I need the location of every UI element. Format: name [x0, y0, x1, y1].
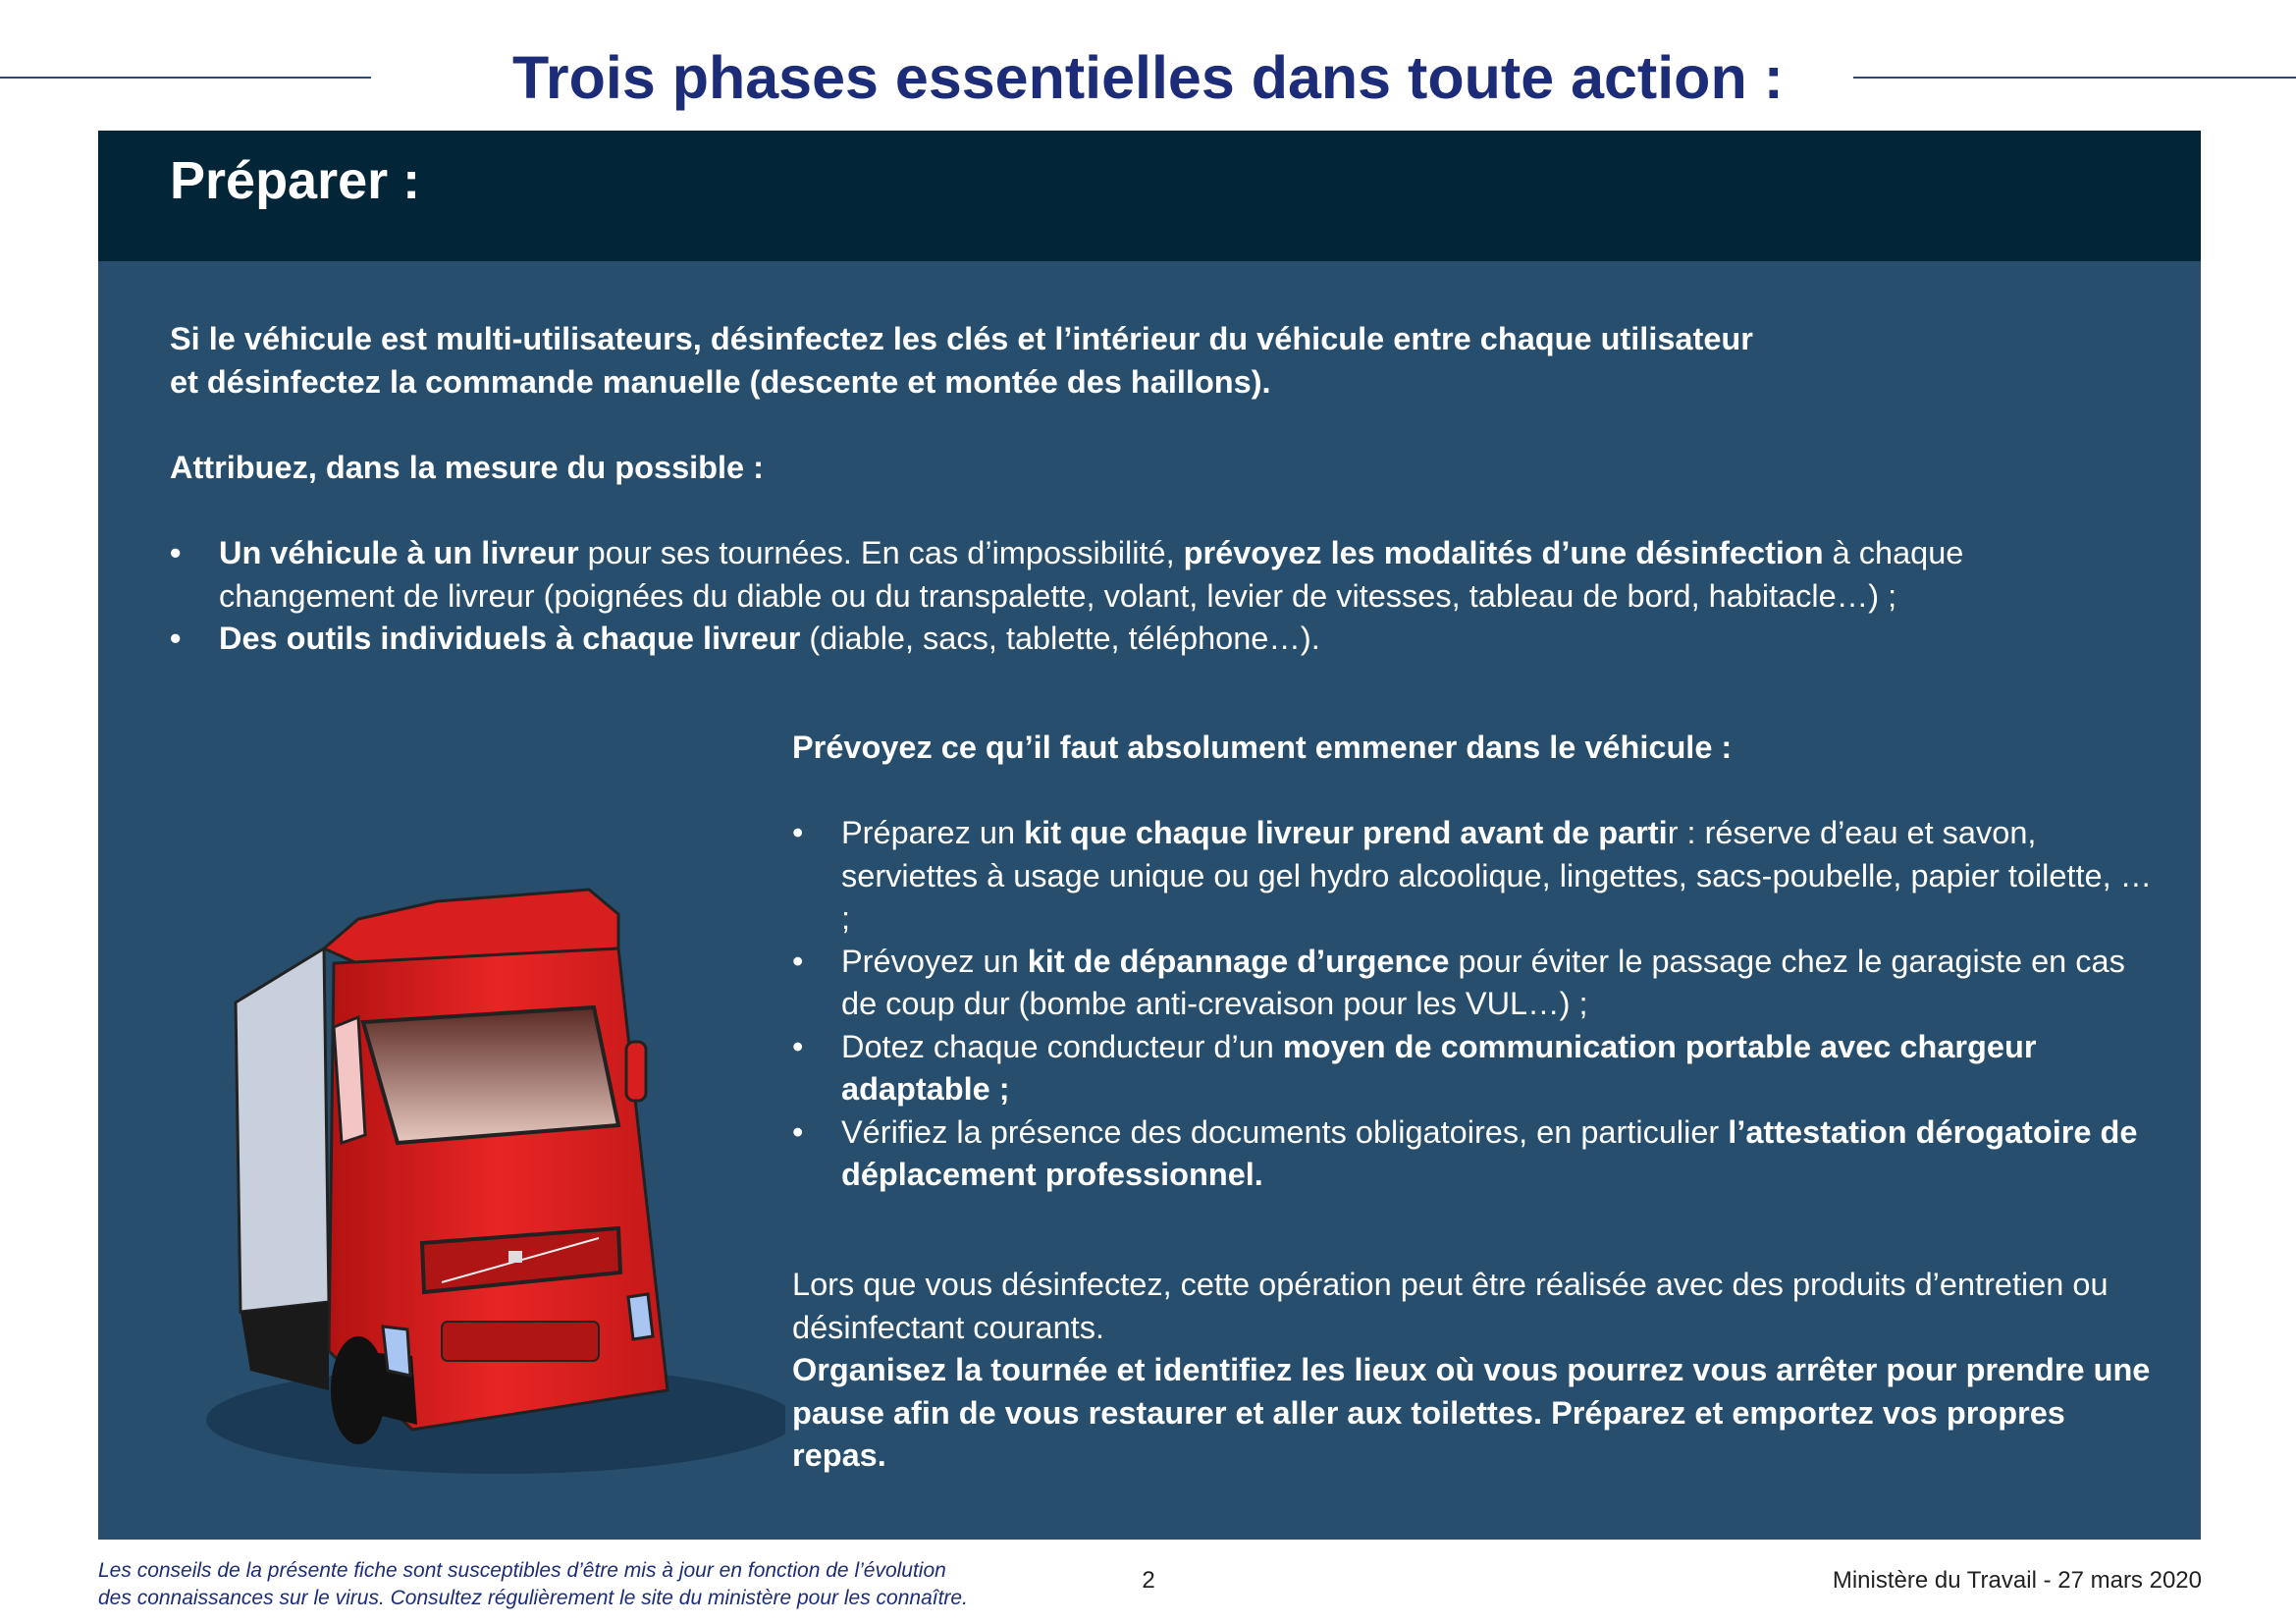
list-item [170, 618, 2113, 661]
content-panel [98, 261, 2201, 1540]
bullet-text: (diable, sacs, tablette, téléphone…). [800, 621, 1320, 656]
bullet-marker: • [170, 535, 182, 570]
list-item [792, 1111, 2166, 1197]
red-truck-icon [157, 840, 785, 1479]
bullet-text: Vérifiez la présence des documents obligatoires, en particulier [841, 1113, 1729, 1150]
list-item [792, 1026, 2166, 1111]
bullet-text: pour ses tournées. En cas d’impossibilité, [578, 535, 1184, 570]
footer-source: Ministère du Travail - 27 mars 2020 [1832, 1567, 2202, 1594]
bullet-text: pour éviter le passage chez le garagiste en cas de coup dur (bombe anti-crevaison pour les VUL…) ; [841, 943, 2125, 1021]
intro-line-2: et désinfectez la commande manuelle (descente et montée des haillons). [170, 363, 1271, 400]
bullet-marker: • [792, 943, 804, 979]
bullet-marker: • [792, 815, 804, 850]
bullet-bold-text: moyen de communication portable avec chargeur adaptable ; [841, 1028, 2037, 1107]
footer-note [98, 1557, 1080, 1612]
intro-line-1: Si le véhicule est multi-utilisateurs, désinfectez les clés et l’intérieur du véhicule entre chaque utilisateur [170, 321, 1753, 356]
bullet-text: à chaque changement de livreur (poignées du diable ou du transpalette, volant, levier de vitesses, tableau de bord, habitacle…) ; [219, 535, 1964, 614]
intro-paragraph [170, 318, 2094, 404]
bullet-marker: • [792, 1028, 804, 1064]
bullet-text: Prévoyez un [841, 943, 1028, 979]
footer-note-line-1: Les conseils de la présente fiche sont susceptibles d’être mis à jour en fonction de l’évolution [98, 1559, 946, 1582]
bullet-text: Préparez un [841, 815, 1025, 850]
bullet-bold-text: Un véhicule à un livreur [219, 535, 579, 570]
attribuez-heading: Attribuez, dans la mesure du possible : [170, 450, 764, 485]
list-item [792, 941, 2166, 1026]
desinfection-note: Lors que vous désinfectez, cette opération peut être réalisée avec des produits d’entretien ou désinfectant courants. [792, 1267, 2109, 1345]
list-item [792, 812, 2166, 941]
bullet-bold-text: l’attestation dérogatoire de déplacement professionnel. [841, 1113, 2138, 1192]
prevoyez-heading: Prévoyez ce qu’il faut absolument emmener dans le véhicule : [792, 730, 1733, 765]
bullet-bold-text: Des outils individuels à chaque livreur [219, 621, 801, 656]
bullet-bold-text: prévoyez les modalités d’une désinfection [1183, 535, 1824, 570]
section-heading: Préparer : [170, 151, 421, 210]
organisez-paragraph: Organisez la tournée et identifiez les lieux où vous pourrez vous arrêter pour prendre une pause afin de vous restaurer et aller aux toilettes. Préparez et emportez vos propres repas. [792, 1352, 2151, 1473]
bullet-bold-text: kit que chaque livreur prend avant de parti [1024, 815, 1668, 850]
page-title: Trois phases essentielles dans toute action : [512, 44, 1784, 111]
bullet-text: Dotez chaque conducteur d’un [841, 1028, 1283, 1064]
footer-note-line-2: des connaissances sur le virus. Consultez régulièrement le site du ministère pour les connaître. [98, 1587, 968, 1609]
right-bullet-list [792, 812, 2166, 1197]
top-bullet-list [170, 532, 2113, 661]
section-header [98, 131, 2201, 261]
bullet-text: r : réserve d’eau et savon, serviettes à usage unique ou gel hydro alcoolique, lingettes, sacs-poubelle, papier toilette, … ; [841, 815, 2153, 936]
bullet-bold-text: kit de dépannage d’urgence [1027, 943, 1450, 979]
bullet-marker: • [170, 621, 182, 656]
bullet-marker: • [792, 1113, 804, 1150]
page-number: 2 [1142, 1567, 1155, 1594]
list-item [170, 532, 2113, 618]
